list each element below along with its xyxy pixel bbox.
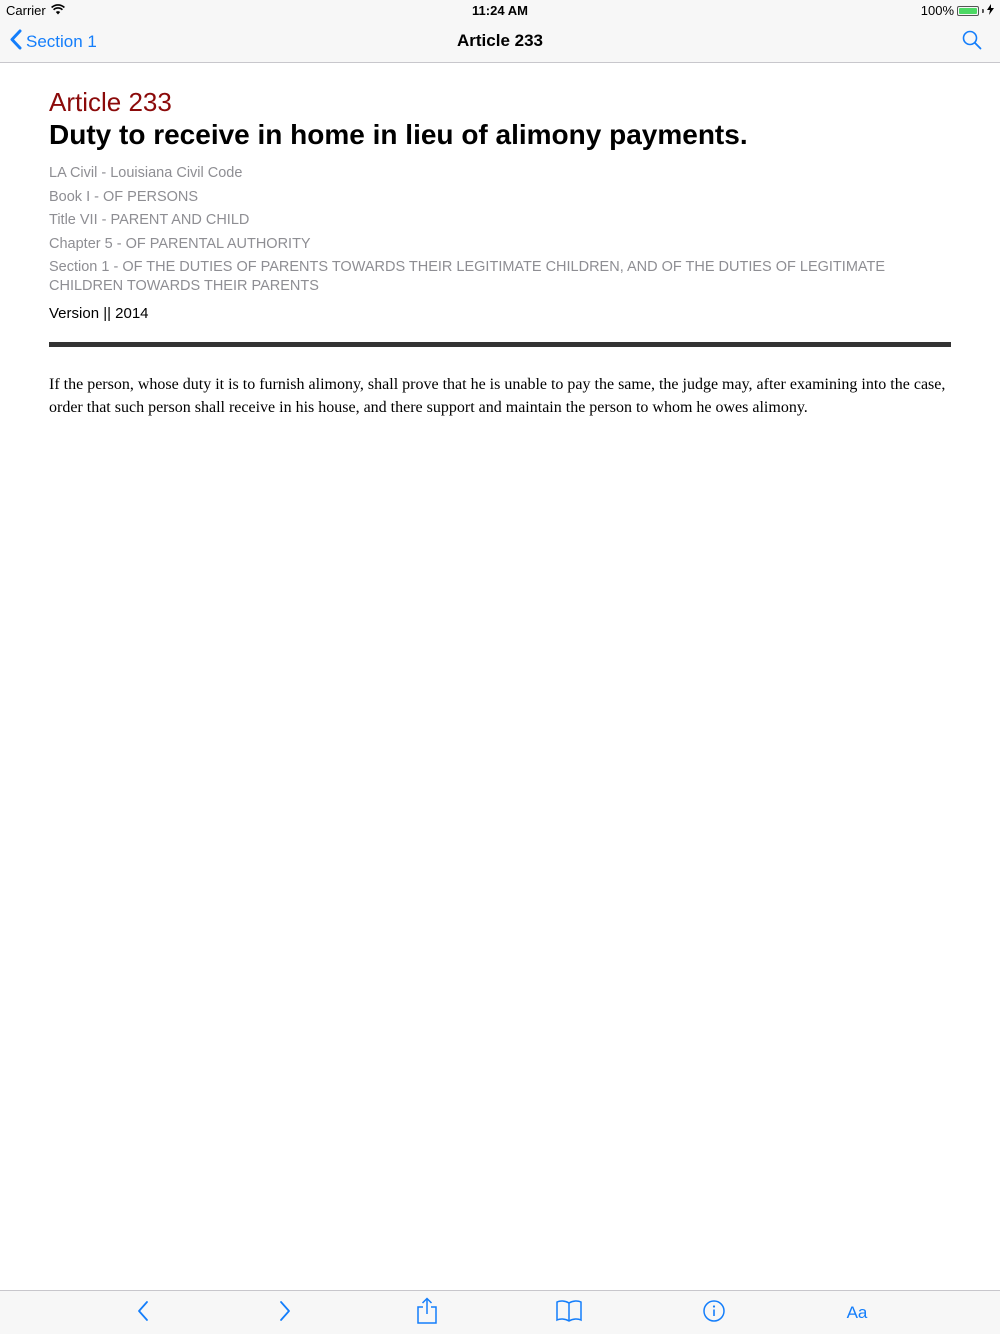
- chevron-right-icon: [278, 1300, 292, 1327]
- carrier-label: Carrier: [6, 3, 46, 18]
- status-bar: [0, 0, 1000, 20]
- breadcrumb-book: Book I - OF PERSONS: [49, 188, 199, 205]
- breadcrumb: [49, 164, 951, 295]
- bookmarks-button[interactable]: [555, 1299, 583, 1327]
- back-button-label: Section 1: [26, 32, 97, 51]
- info-icon: [702, 1299, 726, 1328]
- nav-title: Article 233: [457, 31, 543, 50]
- battery-nub: [982, 9, 984, 13]
- article-number: Article 233: [49, 87, 172, 117]
- breadcrumb-section: Section 1 - OF THE DUTIES OF PARENTS TOWARDS THEIR LEGITIMATE CHILDREN, AND OF THE DUTIES OF LEGITIMATE CHILDREN TOWARDS THEIR PARENTS: [49, 259, 886, 294]
- article-body: If the person, whose duty it is to furnish alimony, shall prove that he is unable to pay the same, the judge may, after examining into the case, order that such person shall receive in his house, and there support and maintain the person to whom he owes alimony.: [49, 376, 946, 416]
- version-label: Version || 2014: [49, 305, 149, 322]
- search-button[interactable]: [962, 30, 982, 55]
- charging-icon: [987, 3, 994, 18]
- info-button[interactable]: [700, 1299, 728, 1327]
- navigation-bar: [0, 20, 1000, 63]
- search-icon: [962, 37, 982, 54]
- share-icon: [416, 1297, 438, 1330]
- status-time: 11:24 AM: [472, 3, 528, 18]
- text-size-button[interactable]: [843, 1299, 871, 1327]
- text-size-icon: Aa: [846, 1303, 868, 1322]
- previous-button[interactable]: [129, 1299, 157, 1327]
- battery-percent: 100%: [920, 3, 954, 18]
- breadcrumb-chapter: Chapter 5 - OF PARENTAL AUTHORITY: [49, 235, 311, 252]
- article-heading: Duty to receive in home in lieu of alimony payments.: [49, 119, 748, 150]
- bookmarks-icon: [555, 1299, 583, 1328]
- divider: [49, 342, 951, 347]
- status-right: [921, 3, 994, 18]
- battery-icon: [957, 6, 979, 16]
- next-button[interactable]: [271, 1299, 299, 1327]
- battery-fill: [959, 8, 977, 14]
- breadcrumb-code: LA Civil - Louisiana Civil Code: [49, 165, 243, 181]
- article-content: [49, 86, 951, 419]
- breadcrumb-title: Title VII - PARENT AND CHILD: [49, 212, 250, 228]
- bottom-toolbar: [0, 1290, 1000, 1334]
- chevron-left-icon: [136, 1300, 150, 1327]
- share-button[interactable]: [413, 1299, 441, 1327]
